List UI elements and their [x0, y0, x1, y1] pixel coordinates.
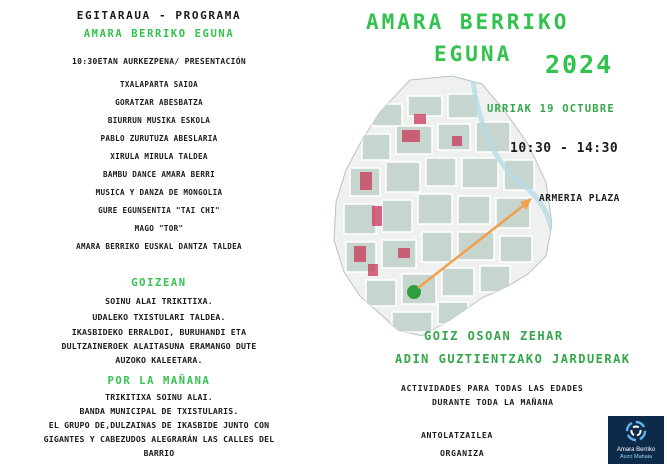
program-header: EGITARAUA - PROGRAMA — [76, 9, 242, 22]
organizer-logo — [608, 416, 664, 464]
morning-es-line: TRIKITIXA SOINU ALAI. — [105, 392, 213, 402]
event-location: ARMERIA PLAZA — [539, 193, 620, 204]
program-item: MAGO "TOR" — [134, 224, 184, 233]
event-title-line-1: AMARA BERRIKO — [366, 10, 570, 34]
activities-eu: ADIN GUZTIENTZAKO JARDUERAK — [395, 352, 631, 366]
morning-eu-line: DULTZAINEROEK ALAITASUNA ERAMANGO DUTE — [61, 341, 257, 351]
program-item: BAMBU DANCE AMARA BERRI — [102, 170, 216, 179]
program-item: XIRULA MIRULA TALDEA — [110, 152, 208, 161]
swirl-logo-icon — [608, 416, 664, 446]
event-title-line-2: EGUNA — [434, 42, 513, 66]
program-column — [0, 0, 318, 466]
morning-es-heading: POR LA MAÑANA — [107, 375, 211, 387]
activities-es-line-1: ACTIVIDADES PARA TODAS LAS EDADES — [401, 383, 584, 393]
morning-es-line: BARRIO — [143, 448, 175, 458]
event-date: URRIAK 19 OCTUBRE — [487, 103, 615, 115]
program-opening: 10:30ETAN AURKEZPENA/ PRESENTACIÓN — [72, 57, 246, 66]
morning-eu-line: AUZOKO KALEETARA. — [115, 355, 203, 365]
program-item: GURE EGUNSENTIA "TAI CHI" — [98, 206, 220, 215]
organizer-es: ORGANIZA — [440, 448, 485, 458]
program-item: PABLO ZURUTUZA ABESLARIA — [100, 134, 218, 143]
activities-es-line-2: DURANTE TODA LA MAÑANA — [432, 397, 554, 407]
program-item: TXALAPARTA SAIOA — [120, 80, 198, 89]
event-time: 10:30 - 14:30 — [510, 141, 619, 156]
logo-text-line-1: Amara Berriko — [616, 447, 656, 453]
organizer-eu: ANTOLATZAILEA — [421, 430, 493, 440]
logo-text-line-2: Auzo Mahaia — [619, 454, 653, 460]
morning-eu-line: SOINU ALAI TRIKITIXA. — [105, 296, 213, 306]
program-item: BIURRUN MUSIKA ESKOLA — [107, 116, 211, 125]
morning-eu-heading: GOIZEAN — [131, 277, 187, 289]
program-item: GORATZAR ABESBATZA — [115, 98, 203, 107]
morning-es-line: BANDA MUNICIPAL DE TXISTULARIS. — [79, 406, 239, 416]
morning-es-line: GIGANTES Y CABEZUDOS ALEGRARÁN LAS CALLES DEL — [43, 434, 275, 444]
event-year: 2024 — [545, 50, 614, 79]
program-item: AMARA BERRIKO EUSKAL DANTZA TALDEA — [76, 242, 242, 251]
morning-eu-line: UDALEKO TXISTULARI TALDEA. — [92, 312, 226, 322]
program-item: MUSICA Y DANZA DE MONGOLIA — [95, 188, 223, 197]
all-morning-eu: GOIZ OSOAN ZEHAR — [424, 329, 564, 343]
morning-es-line: EL GRUPO DE,DULZAINAS DE IKASBIDE JUNTO CON — [48, 420, 270, 430]
program-event-title: AMARA BERRIKO EGUNA — [83, 28, 235, 40]
morning-eu-line: IKASBIDEKO ERRALDOI, BURUHANDI ETA — [71, 327, 247, 337]
